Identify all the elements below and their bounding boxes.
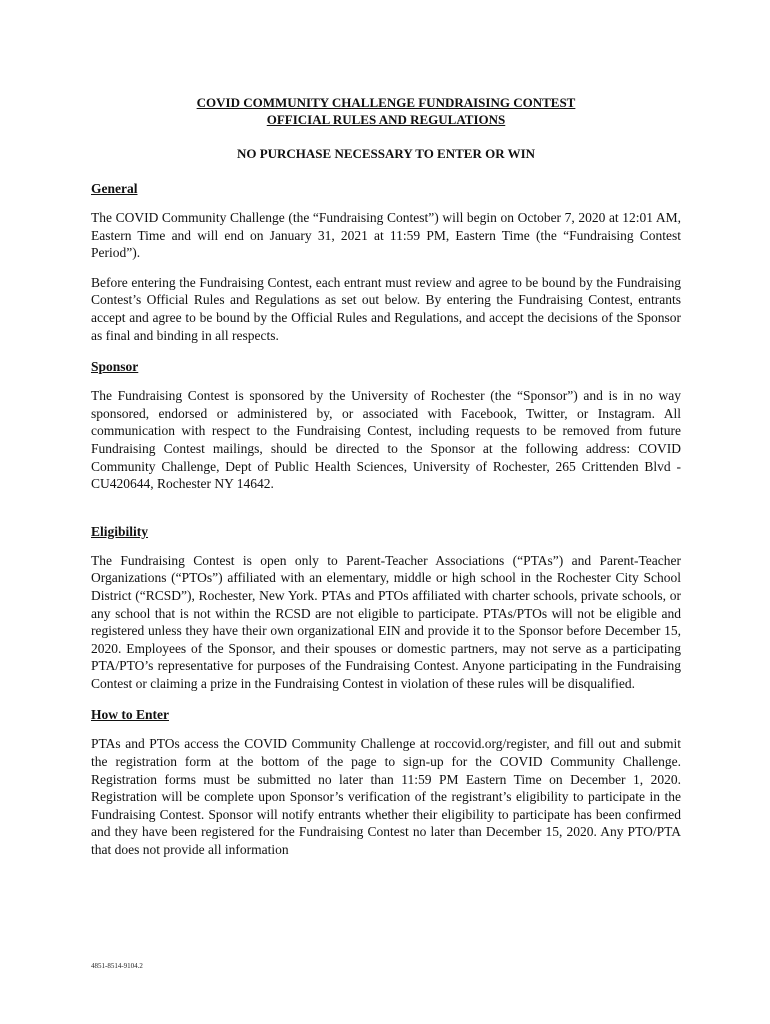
how-to-enter-paragraph-1: PTAs and PTOs access the COVID Community Challenge at roccovid.org/register, and fill out and submit the registration form at the bottom of the page to sign-up for the COVID Community Challenge. Registration forms must be submitted no later than 11:59 PM Eastern Time on December 1, 2020. Registration will be complete upon Sponsor’s verification of the registrant’s eligibility to participate in the Fundraising Contest. Sponsor will notify entrants whether their eligibility to participate has been confirmed and they have been registered for the Fundraising Contest no later than December 15, 2020. Any PTO/PTA that does not provide all information (91, 736, 681, 858)
document-body (91, 94, 681, 859)
document-footer-code: 4851-8514-9104.2 (91, 962, 143, 970)
section-heading-eligibility: Eligibility (91, 523, 149, 539)
general-paragraph-2: Before entering the Fundraising Contest, each entrant must review and agree to be bound by the Fundraising Contest’s Official Rules and Regulations as set out below. By entering the Fundraising Contest, entrants accept and agree to be bound by the Official Rules and Regulations, and accept the decisions of the Sponsor as final and binding in all respects. (91, 274, 681, 343)
eligibility-paragraph-1: The Fundraising Contest is open only to Parent-Teacher Associations (“PTAs”) and Parent-Teacher Organizations (“PTOs”) affiliated with an elementary, middle or high school in the Rochester City School District (“RCSD”), Rochester, New York. PTAs and PTOs affiliated with charter schools, private schools, or any school that is not within the RCSD are not eligible to participate. PTAs/PTOs will not be eligible and registered unless they have their own organizational EIN and provide it to the Sponsor before December 15, 2020. Employees of the Sponsor, and their spouses or domestic partners, may not serve as a participating PTA/PTO’s representative for purposes of the Fundraising Contest. Anyone participating in the Fundraising Contest or claiming a prize in the Fundraising Contest in violation of these rules will be disqualified. (91, 552, 681, 691)
section-heading-sponsor: Sponsor (91, 359, 139, 375)
sponsor-paragraph-1: The Fundraising Contest is sponsored by the University of Rochester (the “Sponsor”) and is in no way sponsored, endorsed or administered by, or associated with Facebook, Twitter, or Instagram. All communication with respect to the Fundraising Contest, including requests to be removed from future Fundraising Contest mailings, should be directed to the Sponsor at the following address: COVID Community Challenge, Dept of Public Health Sciences, University of Rochester, 265 Crittenden Blvd - CU420644, Rochester NY 14642. (91, 388, 681, 492)
document-title-line1: COVID COMMUNITY CHALLENGE FUNDRAISING CONTEST (196, 95, 576, 110)
section-heading-how-to-enter: How to Enter (91, 707, 169, 723)
section-heading-general: General (91, 181, 138, 196)
general-paragraph-1: The COVID Community Challenge (the “Fundraising Contest”) will begin on October 7, 2020 at 12:01 AM, Eastern Time and will end on January 31, 2021 at 11:59 PM, Eastern Time (the “Fundraising Contest Period”). (91, 210, 681, 261)
document-subtitle: NO PURCHASE NECESSARY TO ENTER OR WIN (236, 146, 536, 161)
document-title-line2: OFFICIAL RULES AND REGULATIONS (266, 112, 506, 127)
